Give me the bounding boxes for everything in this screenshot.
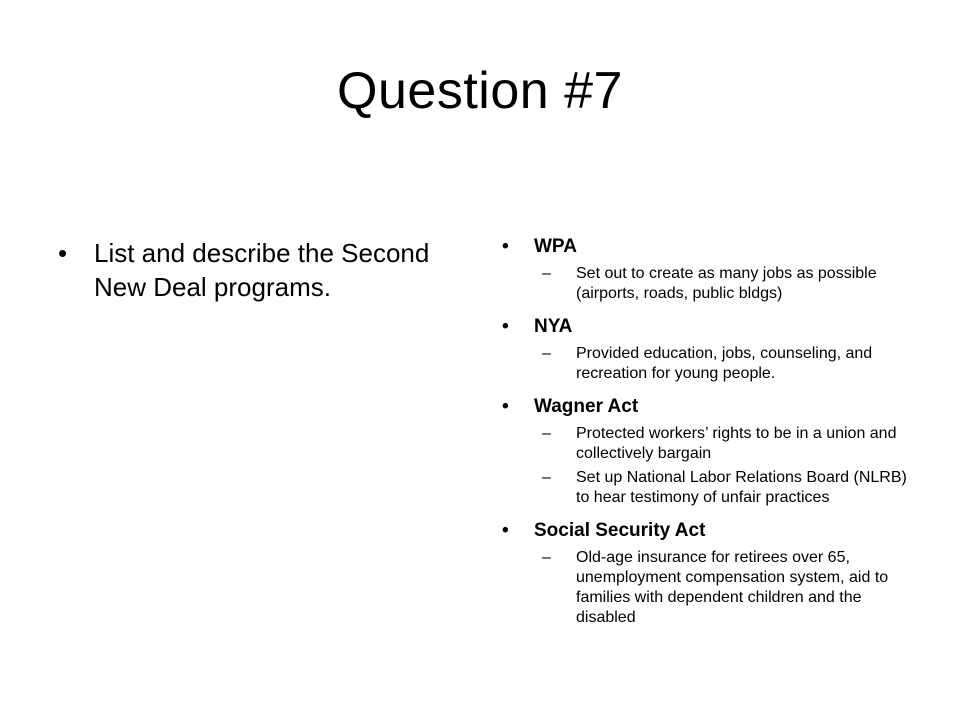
program-nya: [500, 314, 910, 340]
program-wpa: [500, 234, 910, 260]
right-column: [500, 234, 910, 628]
bullet-icon: •: [502, 396, 509, 417]
program-detail-text: Provided education, jobs, counseling, and recreation for young people.: [576, 345, 873, 382]
program-social-security-act: [500, 518, 910, 544]
left-column: [58, 236, 488, 304]
program-detail: [500, 424, 910, 464]
program-detail-text: Old-age insurance for retirees over 65, unemployment compensation system, aid to families with dependent children and the disabled: [576, 549, 889, 626]
question-bullet: [58, 236, 488, 304]
program-name: NYA: [534, 316, 573, 337]
program-detail-text: Set up National Labor Relations Board (NLRB) to hear testimony of unfair practices: [576, 469, 907, 506]
question-text: List and describe the Second New Deal programs.: [94, 238, 430, 302]
program-detail-text: Set out to create as many jobs as possible (airports, roads, public bldgs): [576, 265, 877, 302]
program-detail: [500, 264, 910, 304]
program-name: WPA: [534, 236, 577, 257]
dash-icon: –: [542, 425, 551, 442]
program-wagner-act: [500, 394, 910, 420]
program-detail: [500, 548, 910, 628]
dash-icon: –: [542, 469, 551, 486]
bullet-icon: •: [502, 520, 509, 541]
program-name: Wagner Act: [534, 396, 639, 417]
bullet-icon: •: [58, 238, 68, 268]
dash-icon: –: [542, 265, 551, 282]
bullet-icon: •: [502, 316, 509, 337]
program-detail: [500, 468, 910, 508]
program-detail: [500, 344, 910, 384]
bullet-icon: •: [502, 236, 509, 257]
dash-icon: –: [542, 549, 551, 566]
program-name: Social Security Act: [534, 520, 706, 541]
program-detail-text: Protected workers’ rights to be in a union and collectively bargain: [576, 425, 897, 462]
dash-icon: –: [542, 345, 551, 362]
slide-title: Question #7: [337, 62, 623, 120]
